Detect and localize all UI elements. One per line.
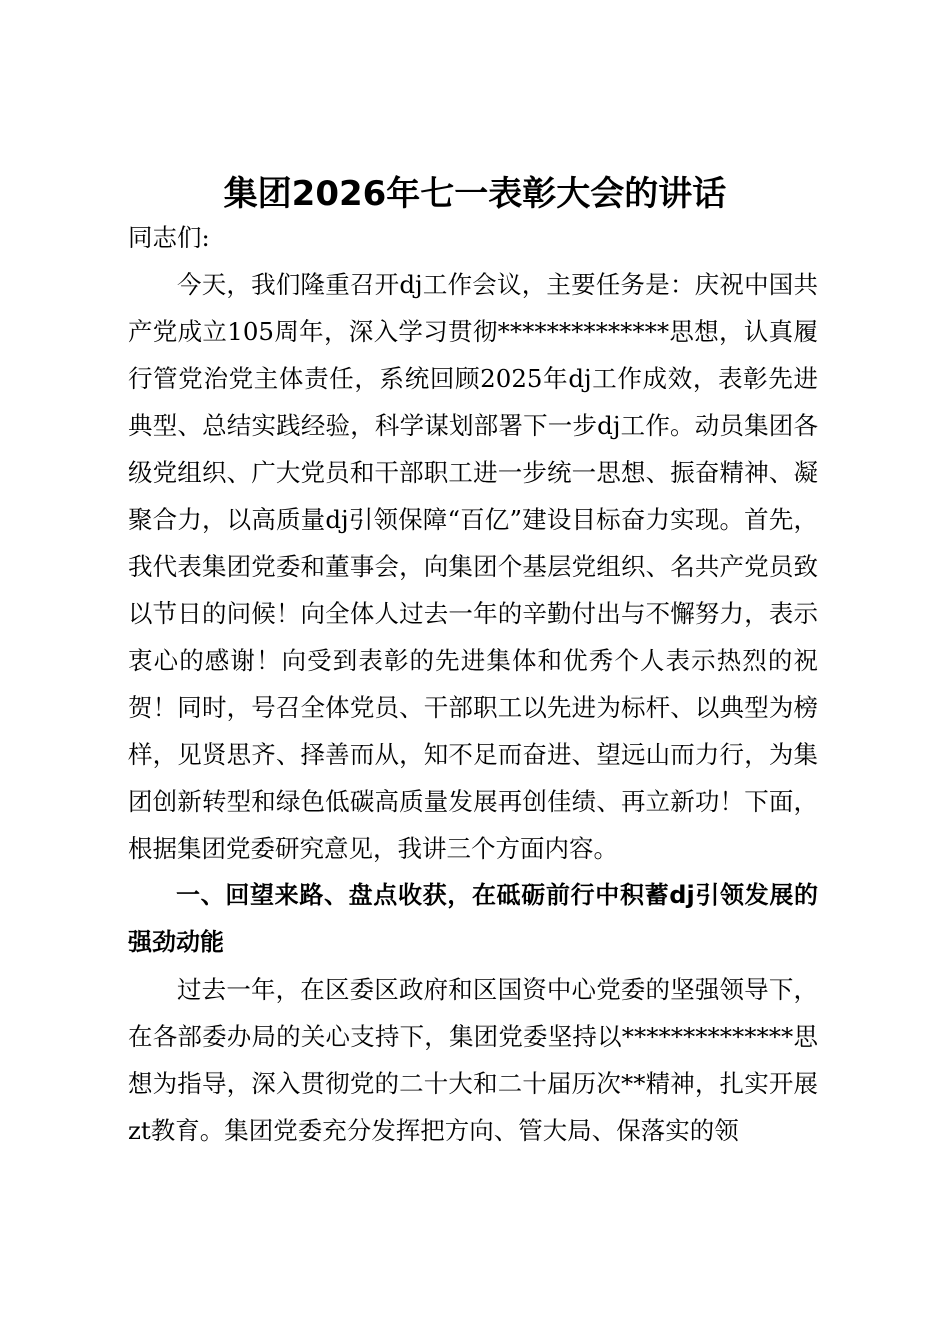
paragraph-opening: 今天，我们隆重召开dj工作会议，主要任务是：庆祝中国共产党成立105周年，深入学习贯彻**************思想，认真履行管党治党主体责任，系统回顾2025年dj工作成效，表彰先进典型、总结实践经验，科学谋划部署下一步dj工作。动员集团各级党组织、广大党员和干部职工进一步统一思想、振奋精神、凝聚合力，以高质量dj引领保障“百亿”建设目标奋力实现。首先，我代表集团党委和董事会，向集团个基层党组织、名共产党员致以节日的问候！向全体人过去一年的辛勤付出与不懈努力，表示衷心的感谢！向受到表彰的先进集体和优秀个人表示热烈的祝贺！同时，号召全体党员、干部职工以先进为标杆、以典型为榜样，见贤思齐、择善而从，知不足而奋进、望远山而力行，为集团创新转型和绿色低碳高质量发展再创佳绩、再立新功！下面，根据集团党委研究意见，我讲三个方面内容。	[128, 270, 818, 863]
document-title: 集团2026年七一表彰大会的讲话	[223, 174, 727, 214]
section-heading-1: 一、回望来路、盘点收获，在砥砺前行中积蓄dj引领发展的强劲动能	[128, 881, 818, 956]
document-body	[128, 214, 818, 1154]
paragraph-section-1: 过去一年，在区委区政府和区国资中心党委的坚强领导下，在各部委办局的关心支持下，集团党委坚持以**************思想为指导，深入贯彻党的二十大和二十届历次**精神，扎实开展zt教育。集团党委充分发挥把方向、管大局、保落实的领	[128, 975, 818, 1145]
salutation: 同志们:	[128, 223, 210, 252]
